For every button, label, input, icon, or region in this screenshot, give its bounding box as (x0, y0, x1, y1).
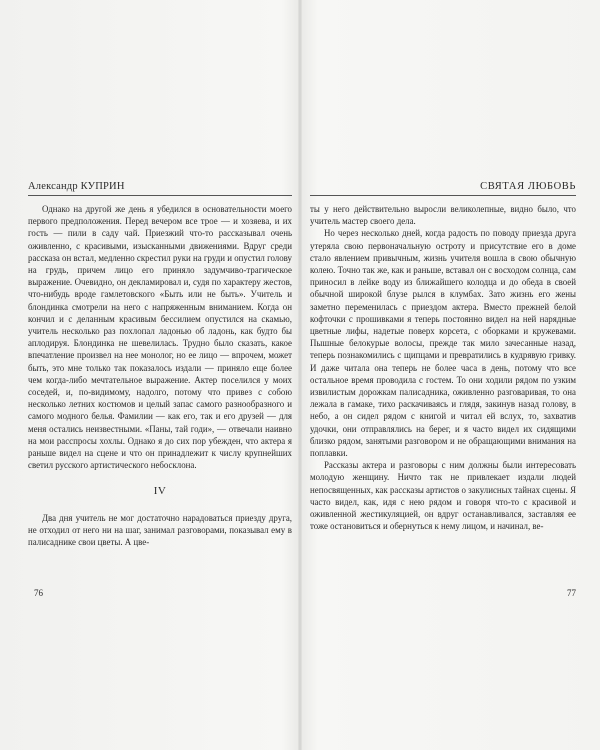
right-page-text (310, 203, 576, 532)
left-running-head (28, 181, 292, 196)
left-page-number: 76 (34, 588, 43, 598)
right-page (310, 0, 576, 750)
right-paragraph-2: Но через несколько дней, когда радость по поводу приезда друга утеряла свою первоначальную остроту и присутствие его в доме стало явлением привычным, жизнь учителя вошла в свою обычную колею. Точно так же, как и раньше, вставал он с восходом солнца, сам приносил в лейке воду из ближайшего колодца и до обеда в своей обычной широкой блузе рылся в клумбах. Зато жизнь его жены заметно переменилась с приездом актера. Вместо прежней белой кофточки с прошивками я теперь постоянно видел на ней нарядные цветные лифы, надетые поверх корсета, с оборками и кружевами. Пышные белокурые волосы, прежде так мило зачесанные назад, теперь познакомились с щипцами и превратились в кудрявую гривку. И даже читала она теперь не более часа в день, потому что все остальное время проводила с гостем. То они ходили рядом по узким извилистым дорожкам палисадника, оживленно разговаривая, то она лежала в гамаке, тихо раскачиваясь и глядя, закинув назад голову, в небо, а он сидел рядом с книгой и читал ей вслух, то, захватив удочки, они отправлялись на берег, и я часто видел их сидящими близко рядом, занятыми разговором и не обращающими внимания на поплавки. (310, 228, 576, 459)
right-running-head (310, 181, 576, 196)
right-page-number: 77 (567, 588, 576, 598)
left-page (28, 0, 292, 750)
left-paragraph-1: Однако на другой же день я убедился в основательности моего первого предположения. Перед вечером все трое — и хозяева, и их гость — пили в саду чай. Приезжий что-то рассказывал очень оживленно, с красивыми, изысканными движениями. Вдруг среди рассказа он встал, медленно скрестил руки на груди и опустил голову на грудь, причем лицо его приняло задумчиво-трагическое выражение. Очевидно, он декламировал и, судя по характеру жестов, что-нибудь вроде гамлетовского «Быть или не быть». Учитель и блондинка смотрели на него с напряженным вниманием. Когда он кончил и с деланным красивым бессилием опустился на скамью, учитель несколько раз похлопал ладонью об ладонь, как будто бы аплодируя. Блондинка не шевелилась. Трудно было сказать, какое впечатление произвел на нее монолог, но ее лицо — впрочем, может быть, это мне только так показалось издали — приняло еще более чем когда-либо мечтательное выражение. Актер поселился у моих соседей, и, по-видимому, надолго, потому что привез с собою несколько летних костюмов и целый запас самого разнообразного и самого модного белья. Фамилии — как его, так и его друзей — для меня остались неизвестными. «Паны, тай годи», — отвечали наивно на мои расспросы хохлы. Однако я до сих пор убежден, что актера я раньше видел на сцене и что он принадлежит к числу крупнейших светил русского артистического небосклона. (28, 204, 292, 471)
right-paragraph-1: ты у него действительно выросли великолепные, видно было, что учитель мастер своего дела. (310, 204, 576, 227)
book-gutter (298, 0, 302, 750)
right-paragraph-3: Рассказы актера и разговоры с ним должны были интересовать молодую женщину. Ничто так не привлекает издали людей непосвященных, как рассказы артистов о закулисных тайнах сцены. Я часто видел, как, идя с нею рядом и говоря что-то с красивой и оживленной жестикуляцией, он вдруг останавливался, заставляя ее тоже остановиться и обернуться к нему лицом, и начинал, ве- (310, 460, 576, 532)
left-paragraph-2: Два дня учитель не мог достаточно нарадоваться приезду друга, не отходил от него ни на шаг, занимал разговорами, показывал ему в палисаднике свои цветы. А цве- (28, 512, 292, 548)
running-head-author: Александр КУПРИН (28, 181, 125, 192)
running-head-title: СВЯТАЯ ЛЮБОВЬ (480, 181, 576, 192)
chapter-heading: IV (153, 485, 167, 498)
left-page-text (28, 203, 292, 548)
